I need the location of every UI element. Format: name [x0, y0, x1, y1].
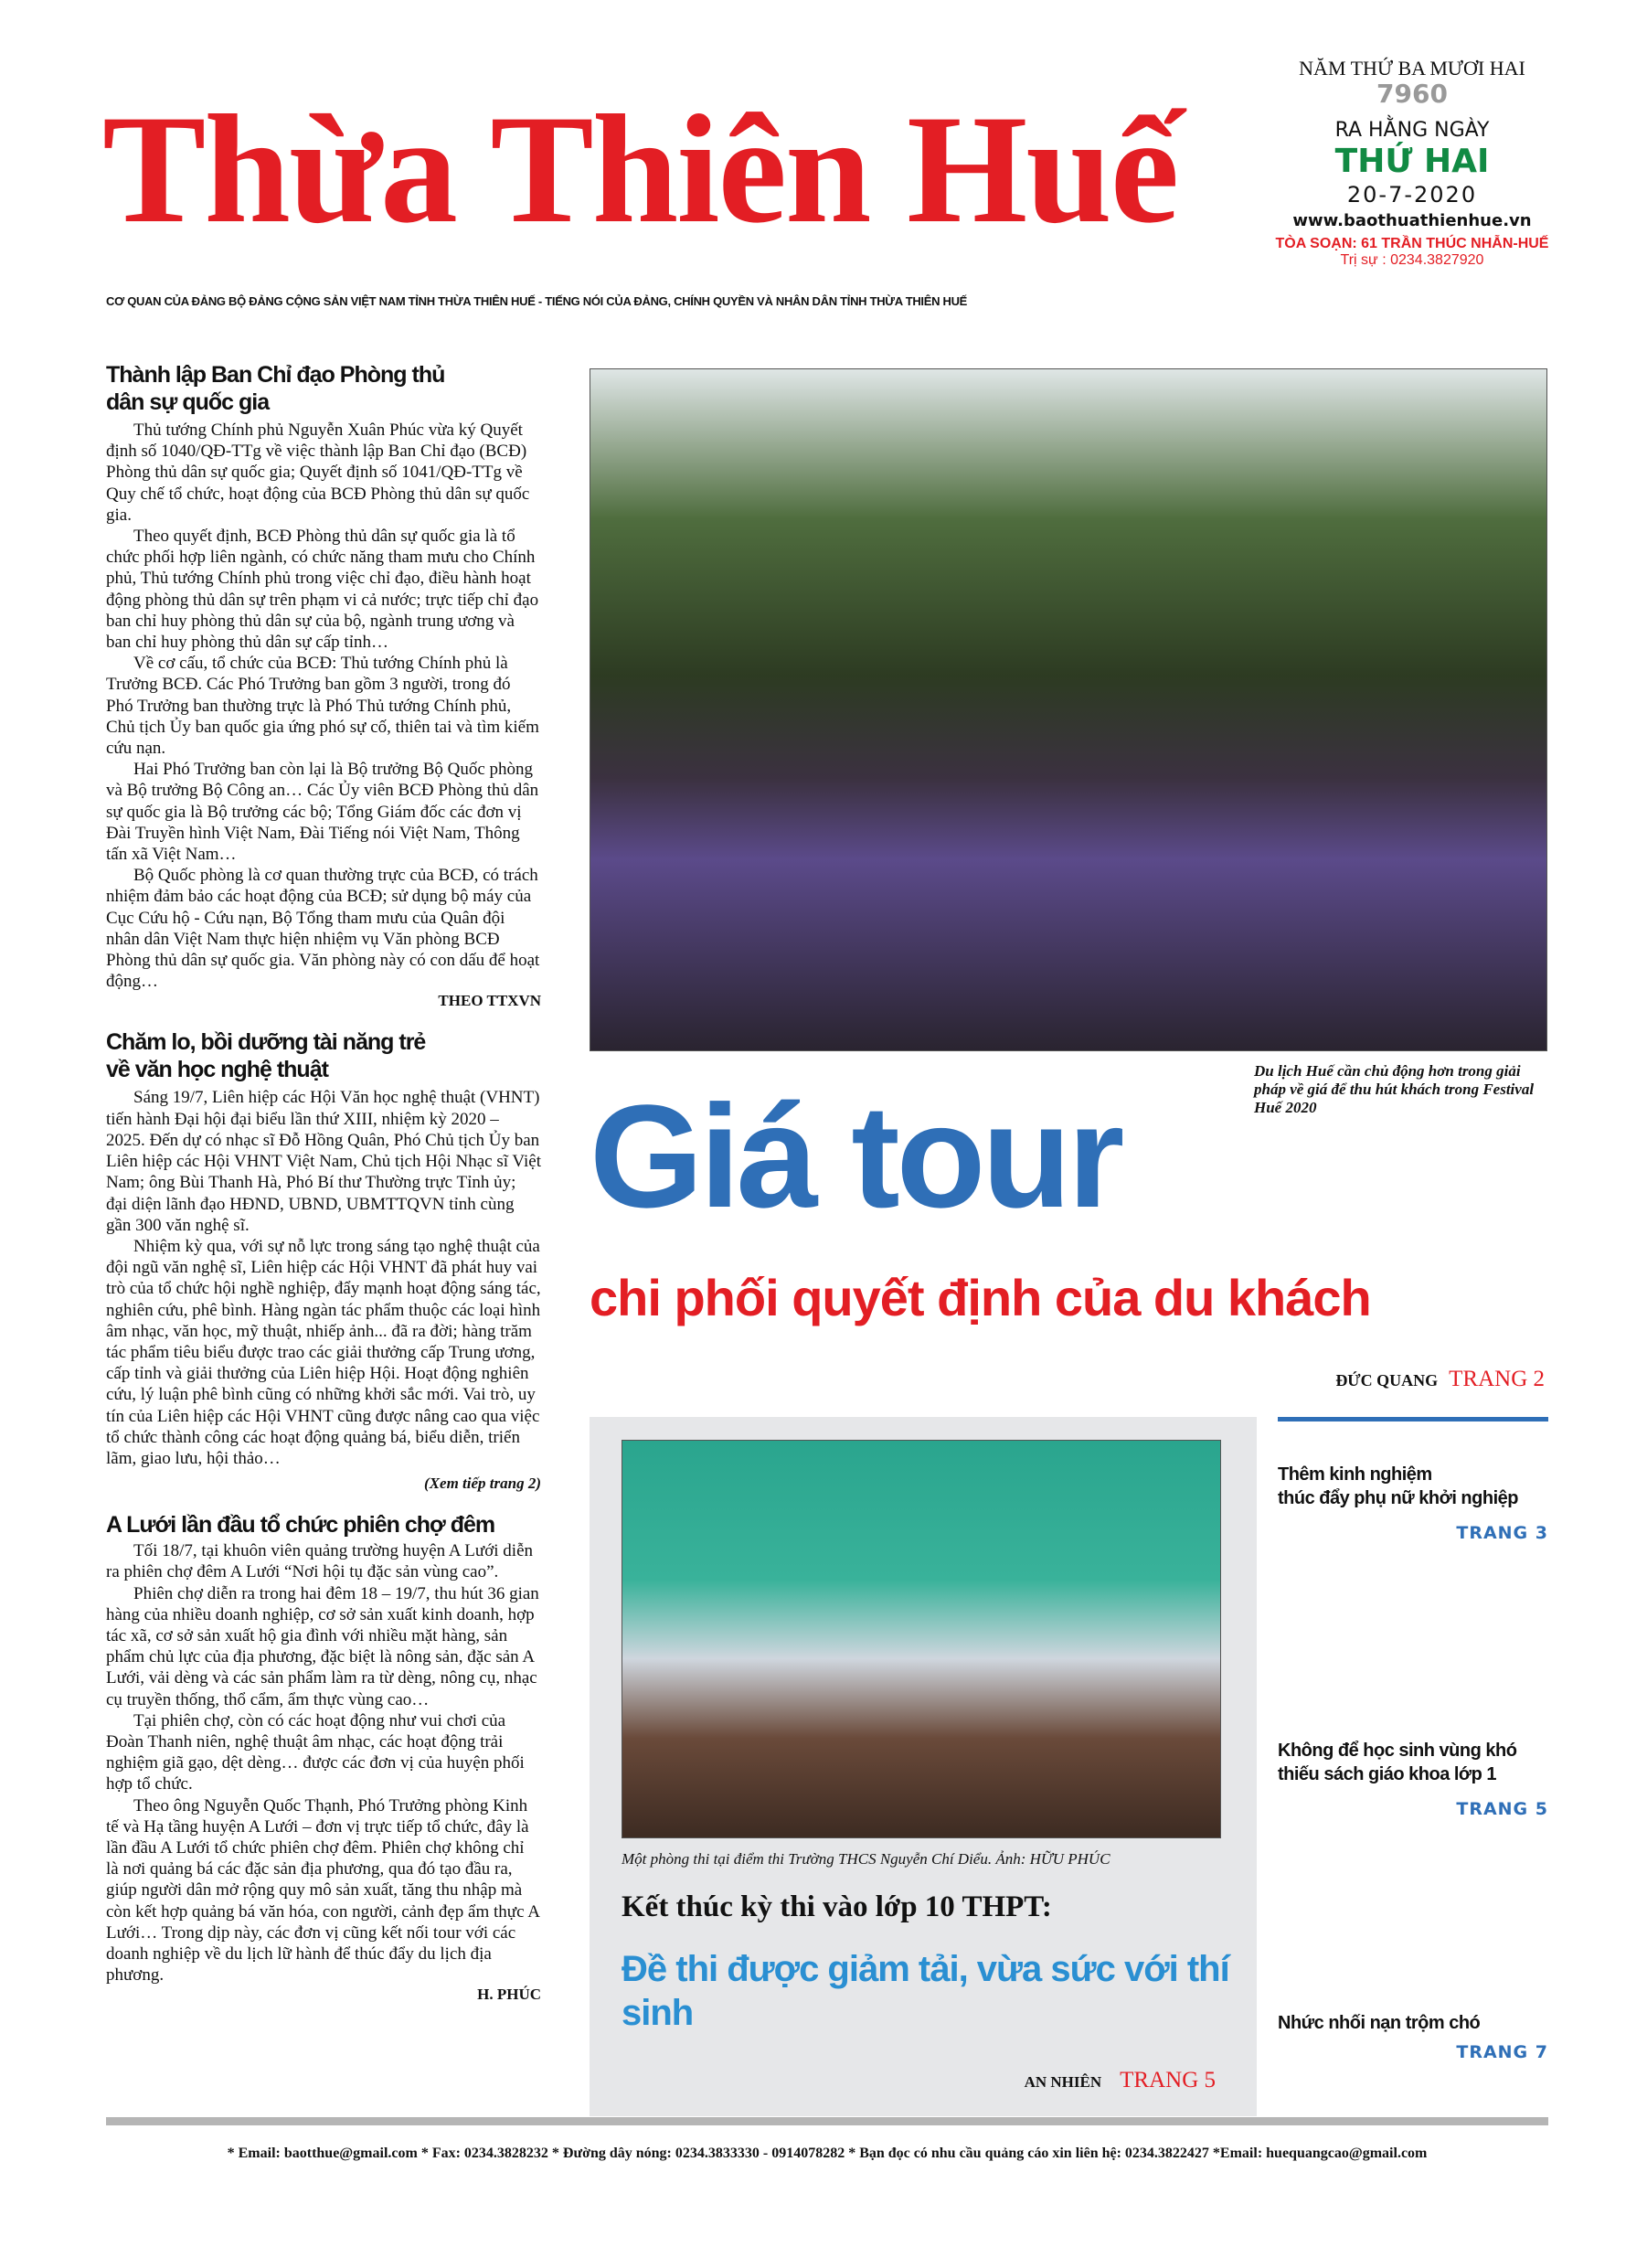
- teaser-headline: Thêm kinh nghiệm: [1278, 1464, 1432, 1485]
- masthead-tagline: CƠ QUAN CỦA ĐẢNG BỘ ĐẢNG CỘNG SẢN VIỆT NAM TỈNH THỪA THIÊN HUẾ - TIẾNG NÓI CỦA ĐẢNG, CHÍNH QUYỀN VÀ NHÂN DÂN TỈNH THỪA THIÊN HUẾ: [106, 294, 968, 308]
- lead-photo-caption: Du lịch Huế cần chủ động hơn trong giải pháp về giá để thu hút khách trong Festival Huế 2020: [1254, 1062, 1535, 1116]
- teaser-headline: Nhức nhối nạn trộm chó: [1278, 2013, 1481, 2033]
- left-column: [106, 361, 541, 2004]
- paragraph: Phiên chợ diễn ra trong hai đêm 18 – 19/7, thu hút 36 gian hàng của nhiều doanh nghiệp, cơ sở sản xuất kinh doanh, hợp tác xã, cơ sở sản xuất hộ gia đình với nhiều mặt hàng, sản phẩm chủ lực của địa phương, đặc biệt là nông sản, đặc sản A Lưới, vải dèng và các sản phẩm làm ra từ dèng, nông cụ, nhạc cụ truyền thống, thổ cẩm, ẩm thực vùng cao…: [106, 1583, 539, 1709]
- lead-subheadline[interactable]: chi phối quyết định của du khách: [590, 1269, 1371, 1326]
- exam-kicker: Kết thúc kỳ thi vào lớp 10 THPT:: [622, 1890, 1052, 1923]
- paragraph: Bộ Quốc phòng là cơ quan thường trực của BCĐ, có trách nhiệm đảm bảo các hoạt động của BCĐ; sử dụng bộ máy của Cục Cứu hộ - Cứu nạn, Bộ Tổng tham mưu của Quân đội nhân dân Việt Nam thực hiện nhiệm vụ Văn phòng BCĐ Phòng thủ dân sự quốc gia. Văn phòng này có con dấu để hoạt động…: [106, 866, 540, 992]
- exam-room-photo[interactable]: [622, 1440, 1221, 1838]
- article-headline: Chăm lo, bồi dưỡng tài năng trẻ: [106, 1029, 426, 1056]
- article-signature: THEO TTXVN: [438, 992, 541, 1010]
- paragraph: Nhiệm kỳ qua, với sự nỗ lực trong sáng tạo nghệ thuật của đội ngũ văn nghệ sĩ, Liên hiệp các Hội VHNT đã phát huy vai trò của tổ chức hội nghề nghiệp, đẩy mạnh hoạt động sáng tác, nghiên cứu, phê bình. Hàng ngàn tác phẩm thuộc các loại hình âm nhạc, văn học, mỹ thuật, nhiếp ảnh... đã ra đời; hàng trăm tác phẩm tiêu biểu được trao các giải thưởng cấp Trung ương, cấp tỉnh và giải thưởng của Liên hiệp Hội. Hoạt động nghiên cứu, lý luận phê bình cũng có những khởi sắc mới. Vai trò, uy tín của Liên hiệp các Hội VHNT cũng được nâng cao qua việc tổ chức thành công các hoạt động quảng bá, biểu diễn, triển lãm, giao lưu, hội thảo…: [106, 1236, 541, 1468]
- exam-photo-caption: Một phòng thi tại điểm thi Trường THCS Nguyễn Chí Diểu. Ảnh: HỮU PHÚC: [622, 1850, 1110, 1868]
- footer-divider: [106, 2117, 1548, 2125]
- article-ban-chi-dao: [106, 361, 541, 1010]
- paragraph: Sáng 19/7, Liên hiệp các Hội Văn học nghệ thuật (VHNT) tiến hành Đại hội đại biểu lần thứ XIII, nhiệm kỳ 2020 – 2025. Đến dự có nhạc sĩ Đỗ Hồng Quân, Phó Chủ tịch Ủy ban Liên hiệp các Hội VHNT Việt Nam, Chủ tịch Hội Nhạc sĩ Việt Nam; ông Bùi Thanh Hà, Phó Bí thư Thường trực Tỉnh ủy; đại diện lãnh đạo HĐND, UBND, UBMTTQVN tỉnh cùng gần 300 văn nghệ sĩ.: [106, 1088, 541, 1235]
- lead-page-link[interactable]: TRANG 2: [1449, 1367, 1545, 1391]
- paragraph: Theo ông Nguyễn Quốc Thạnh, Phó Trưởng phòng Kinh tế và Hạ tầng huyện A Lưới – đơn vị trực tiếp tổ chức, đây là lần đầu A Lưới tổ chức phiên chợ đêm. Phiên chợ không chỉ là nơi quảng bá các đặc sản địa phương, qua đó tạo đầu ra, giúp người dân mở rộng quy mô sản xuất, tăng thu nhập mà còn kết hợp quảng bá văn hóa, con người, cảnh đẹp ẩm thực A Lưới… Trong dịp này, các đơn vị cũng kết nối tour với các doanh nghiệp về du lịch lữ hành để thúc đẩy du lịch địa phương.: [106, 1795, 539, 1986]
- teaser-headline: thúc đẩy phụ nữ khởi nghiệp: [1278, 1488, 1518, 1508]
- frequency: RA HẰNG NGÀY: [1334, 119, 1490, 142]
- paragraph: Theo quyết định, BCĐ Phòng thủ dân sự quốc gia là tổ chức phối hợp liên ngành, có chức năng tham mưu cho Chính phủ, Thủ tướng Chính phủ trong việc chỉ đạo, điều hành hoạt động phòng thủ dân sự trên phạm vi cả nước; trực tiếp chỉ đạo ban chỉ huy phòng thủ dân sự của bộ, ngành trung ương và ban chỉ huy phòng thủ dân sự cấp tỉnh…: [106, 527, 539, 653]
- paragraph: Tối 18/7, tại khuôn viên quảng trường huyện A Lưới diễn ra phiên chợ đêm A Lưới “Nơi hội tụ đặc sản vùng cao”.: [106, 1541, 533, 1582]
- paragraph: Tại phiên chợ, còn có các hoạt động như vui chơi của Đoàn Thanh niên, nghệ thuật âm nhạc, các hoạt động trải nghiệm giã gạo, dệt dèng… được các đơn vị của huyện phối hợp tổ chức.: [106, 1710, 525, 1794]
- paragraph: Thủ tướng Chính phủ Nguyễn Xuân Phúc vừa ký Quyết định số 1040/QĐ-TTg về việc thành lập Ban Chỉ đạo (BCĐ) Phòng thủ dân sự quốc gia; Quyết định số 1041/QĐ-TTg về Quy chế tổ chức, hoạt động của BCĐ Phòng thủ dân sự quốc gia.: [106, 421, 530, 525]
- teaser-item[interactable]: [1278, 1739, 1548, 1819]
- article-a-luoi: [106, 1511, 541, 2004]
- teaser-item[interactable]: [1278, 2011, 1548, 2062]
- article-headline: Thành lập Ban Chỉ đạo Phòng thủ: [106, 362, 445, 388]
- lead-author: ĐỨC QUANG: [1335, 1371, 1439, 1390]
- publication-year: NĂM THỨ BA MƯƠI HAI: [1299, 57, 1525, 80]
- website-link[interactable]: www.baothuathienhue.vn: [1292, 211, 1532, 230]
- office-phone: Trị sự : 0234.3827920: [1340, 252, 1484, 268]
- teaser-page-link[interactable]: TRANG 7: [1456, 2042, 1548, 2062]
- footer-contacts: * Email: baotthue@gmail.com * Fax: 0234.3828232 * Đường dây nóng: 0234.3833330 - 0914078282 * Bạn đọc có nhu cầu quảng cáo xin liên hệ: 0234.3822427 *Email: huequangcao@gmail.com: [227, 2146, 1428, 2161]
- exam-byline: [877, 2068, 1216, 2093]
- article-headline: A Lưới lần đầu tổ chức phiên chợ đêm: [106, 1512, 495, 1539]
- article-body: [106, 1540, 541, 1986]
- teaser-headline: Không để học sinh vùng khó: [1278, 1741, 1517, 1761]
- teaser-headline: thiếu sách giáo khoa lớp 1: [1278, 1764, 1497, 1784]
- article-body: [106, 420, 541, 992]
- issue-number: 7960: [1376, 79, 1448, 109]
- teaser-page-link[interactable]: TRANG 3: [1456, 1523, 1548, 1543]
- issue-date: 20-7-2020: [1346, 182, 1478, 208]
- exam-page-link[interactable]: TRANG 5: [1120, 2068, 1216, 2092]
- weekday: THỨ HAI: [1334, 143, 1490, 180]
- teaser-item[interactable]: [1278, 1463, 1548, 1543]
- lead-headline[interactable]: Giá tour: [590, 1074, 1121, 1238]
- issue-info: [1266, 57, 1558, 269]
- lead-byline: [1188, 1367, 1545, 1392]
- article-headline: dân sự quốc gia: [106, 389, 270, 415]
- exam-headline[interactable]: Đề thi được giảm tải, vừa sức với thí sinh: [622, 1949, 1229, 2033]
- article-signature: H. PHÚC: [477, 1986, 541, 2004]
- lead-photo-festival-drummers[interactable]: [590, 368, 1547, 1051]
- paragraph: Hai Phó Trưởng ban còn lại là Bộ trưởng Bộ Quốc phòng và Bộ trưởng Bộ Công an… Các Ủy viên BCĐ Phòng thủ dân sự quốc gia là Bộ trưởng các bộ; Tổng Giám đốc các đơn vị Đài Truyền hình Việt Nam, Đài Tiếng nói Việt Nam, Thông tấn xã Việt Nam…: [106, 760, 539, 865]
- exam-author: AN NHIÊN: [1024, 2073, 1102, 2091]
- paragraph: Về cơ cấu, tổ chức của BCĐ: Thủ tướng Chính phủ là Trưởng BCĐ. Các Phó Trưởng ban gồm 3 người, trong đó Phó Trưởng ban thường trực là Phó Thủ tướng Chính phủ, Chủ tịch Ủy ban quốc gia ứng phó sự cố, thiên tai và tìm kiếm cứu nạn.: [106, 654, 539, 759]
- article-headline: về văn học nghệ thuật: [106, 1057, 328, 1083]
- teaser-divider: [1278, 1417, 1548, 1421]
- continue-link[interactable]: (Xem tiếp trang 2): [424, 1475, 541, 1493]
- teaser-page-link[interactable]: TRANG 5: [1456, 1799, 1548, 1819]
- article-body: [106, 1087, 541, 1469]
- office-address: TÒA SOẠN: 61 TRẦN THÚC NHẪN-HUẾ: [1275, 236, 1549, 251]
- masthead-logo: Thừa Thiên Huế: [102, 83, 1178, 255]
- article-van-hoc-nghe-thuat: [106, 1028, 541, 1493]
